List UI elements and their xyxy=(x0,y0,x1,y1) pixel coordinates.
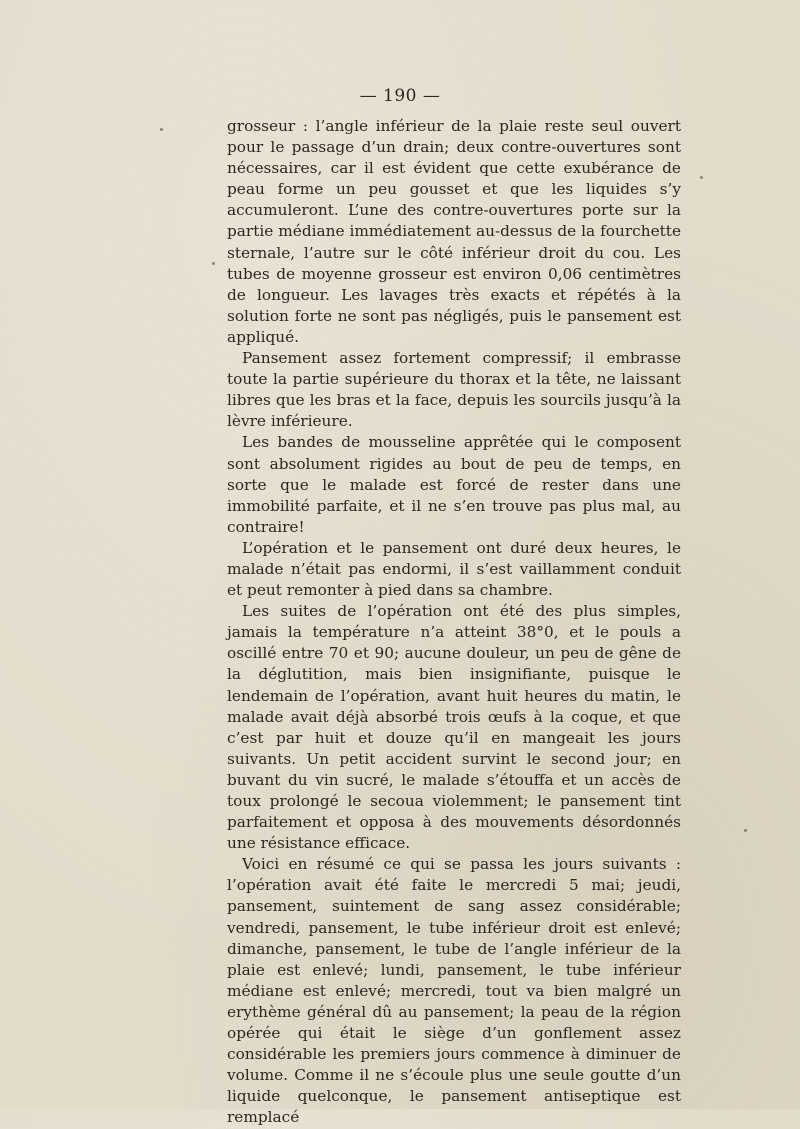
paper-speck xyxy=(160,128,163,131)
paper-speck xyxy=(212,262,215,265)
paper-speck xyxy=(700,176,703,179)
paragraph-4: L’opération et le pansement ont duré deux heures, le malade n’était pas endormi, il s’est vaillamment conduit et peut remonter à pied dans sa chambre. xyxy=(227,538,681,600)
paper-speck xyxy=(744,829,747,832)
paragraph-6: Voici en résumé ce qui se passa les jours suivants : l’opération avait été faite le mercredi 5 mai; jeudi, pansement, suintement de sang assez considérable; vendredi, pansement, le tube inférieur droit est enlevé; dimanche, pansement, le tube de l’angle inférieur de la plaie est enlevé; lundi, pansement, le tube inférieur médiane est enlevé; mercredi, tout va bien malgré un erythème général dû au pansement; la peau de la région opérée qui était le siège d’un gonflement assez considérable les premiers jours commence à diminuer de volume. Comme il ne s’écoule plus une seule goutte d’un liquide quelconque, le pansement antiseptique est remplacé xyxy=(227,855,681,1127)
paragraph-5: Les suites de l’opération ont été des plus simples, jamais la température n’a atteint 38°0, et le pouls a oscillé entre 70 et 90; aucune douleur, un peu de gêne de la déglutition, mais bien insignifiante, puisque le lendemain de l’opération, avant huit heures du matin, le malade avait déjà absorbé trois œufs à la coque, et que c’est par huit et douze qu’il en mangeait les jours suivants. Un petit accident survint le second jour; en buvant du vin sucré, le malade s’étouffa et un accès de toux prolongé le secoua violemment; le pansement tint parfaitement et opposa à des mouvements désordonnés une résistance efficace. xyxy=(227,602,681,853)
paragraph-3: Les bandes de mousseline apprêtée qui le composent sont absolument rigides au bout de peu de temps, en sorte que le malade est forcé de rester dans une immobilité parfaite, et il ne s’en trouve pas plus mal, au contraire! xyxy=(227,433,681,536)
page-number: — 190 — xyxy=(359,86,441,106)
paragraph-2: Pansement assez fortement compressif; il embrasse toute la partie supérieure du thorax et la tête, ne laissant libres que les bras et la face, depuis les sourcils jusqu’à la lèvre inférieure. xyxy=(227,349,681,431)
paragraph-1: grosseur : l’angle inférieur de la plaie reste seul ouvert pour le passage d’un drain; deux contre-ouvertures sont nécessaires, car il est évident que cette exubérance de peau forme un peu gousset et que les liquides s’y accumuleront. L’une des contre-ouvertures porte sur la partie médiane immédiatement au-dessus de la fourchette sternale, l’autre sur le côté inférieur droit du cou. Les tubes de moyenne grosseur est environ 0,06 centimètres de longueur. Les lavages très exacts et répétés à la solution forte ne sont pas négligés, puis le pansement est appliqué. xyxy=(227,117,681,346)
body-text xyxy=(227,116,681,1129)
